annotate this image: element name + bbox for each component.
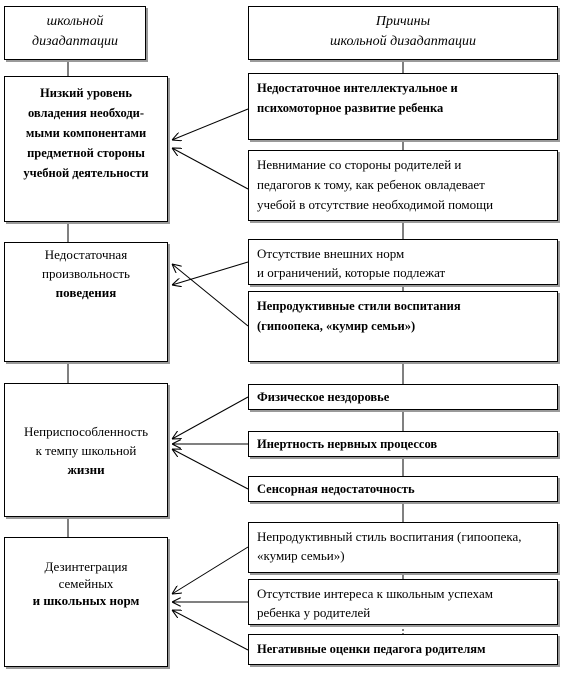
cause-box-5-line-1: Физическое нездоровье: [257, 390, 390, 404]
effect-block-3-line-2: к темпу школьной: [35, 443, 137, 458]
effect-block-3-line-1: Неприспособленность: [23, 424, 149, 439]
cause-box-10-line-1: Негативные оценки педагога родителям: [257, 642, 486, 656]
cause-box-3-line-1: Отсутствие внешних норм: [257, 246, 405, 261]
effect-block-1: [4, 76, 168, 222]
arrow-cause5-block3: [172, 397, 248, 439]
right-header-line-2: школьной дизадаптации: [329, 34, 477, 49]
cause-box-5: [248, 384, 558, 410]
left-header: [4, 6, 146, 60]
cause-box-7: [248, 476, 558, 502]
arrow-cause7-block3: [172, 449, 248, 489]
effect-block-4-line-3: и школьных норм: [32, 593, 140, 608]
cause-box-4-line-2: (гипоопека, «кумир семьи»): [257, 319, 416, 333]
cause-box-8-line-2: «кумир семьи»): [257, 548, 345, 563]
cause-box-9-line-2: ребенка у родителей: [257, 605, 371, 620]
effect-block-3: [4, 383, 168, 517]
cause-box-10: [248, 634, 558, 665]
cause-box-2: [248, 150, 558, 221]
cause-box-3-line-2: и ограничений, которые подлежат: [257, 265, 446, 280]
effect-block-1-line-2: овладения необходи-: [27, 106, 145, 120]
right-header-line-1: Причины: [375, 14, 431, 29]
cause-box-8: [248, 522, 558, 573]
cause-box-1-line-2: психомоторное развитие ребенка: [257, 101, 444, 115]
cause-box-1: [248, 73, 558, 140]
cause-box-6-line-1: Инертность нервных процессов: [257, 437, 438, 451]
cause-box-6: [248, 431, 558, 457]
cause-box-8-line-1: Непродуктивный стиль воспитания (гипоопека,: [257, 529, 522, 544]
effect-block-1-line-3: мыми компонентами: [25, 126, 147, 140]
effect-block-1-line-1: Низкий уровень: [40, 86, 132, 100]
cause-box-9: [248, 579, 558, 625]
effect-block-2-line-2: произвольность: [41, 266, 130, 281]
effect-block-3-line-3: жизни: [67, 462, 105, 477]
effect-block-2-line-3: поведения: [55, 285, 117, 300]
cause-box-3: [248, 239, 558, 285]
arrow-cause2-block1: [172, 148, 248, 189]
arrow-cause1-block1: [172, 109, 248, 140]
cause-box-2-line-3: учебой в отсутствие необходимой помощи: [257, 197, 494, 212]
effect-block-1-line-4: предметной стороны: [27, 146, 145, 160]
cause-box-4-line-1: Непродуктивные стили воспитания: [257, 299, 461, 313]
cause-box-9-line-1: Отсутствие интереса к школьным успехам: [257, 586, 493, 601]
effect-block-4-line-2: семейных: [58, 576, 114, 591]
left-header-line-1: школьной: [46, 14, 104, 29]
arrow-cause10-block4: [172, 610, 248, 650]
effect-block-4-line-1: Дезинтеграция: [44, 559, 128, 574]
cause-box-2-line-1: Невнимание со стороны родителей и: [257, 157, 462, 172]
cause-box-2-line-2: педагогов к тому, как ребенок овладевает: [257, 177, 485, 192]
cause-box-4: [248, 291, 558, 362]
effect-block-2-line-1: Недостаточная: [44, 247, 128, 262]
effect-block-4: [4, 537, 168, 667]
left-header-line-2: дизадаптации: [32, 34, 118, 49]
arrow-cause8-block4: [172, 547, 248, 594]
right-header: [248, 6, 558, 60]
effect-block-2: [4, 242, 168, 362]
cause-box-7-line-1: Сенсорная недостаточность: [257, 482, 415, 496]
cause-box-1-line-1: Недостаточное интеллектуальное и: [257, 81, 458, 95]
effect-block-1-line-5: учебной деятельности: [23, 166, 149, 180]
